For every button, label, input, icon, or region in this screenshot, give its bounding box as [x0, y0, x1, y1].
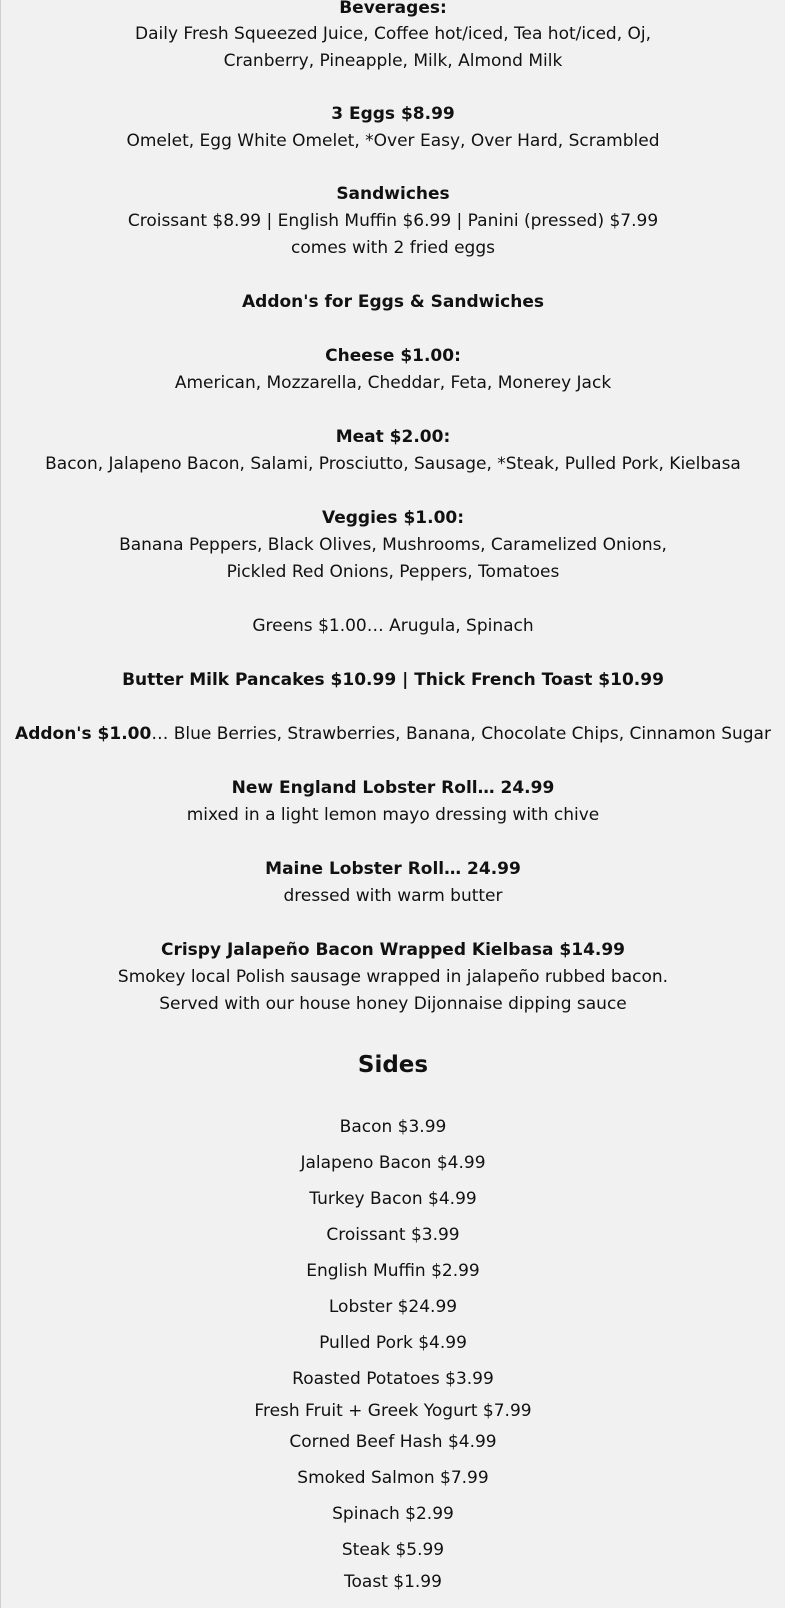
veggies-line-1: Banana Peppers, Black Olives, Mushrooms, Caramelized Onions,: [119, 535, 667, 555]
beverages-line-1: Daily Fresh Squeezed Juice, Coffee hot/iced, Tea hot/iced, Oj,: [134, 24, 652, 44]
side-item-spinach: Spinach $2.99: [332, 1504, 454, 1524]
kielbasa-heading: Crispy Jalapeño Bacon Wrapped Kielbasa $14.99: [160, 940, 626, 960]
pancakes-heading: Butter Milk Pancakes $10.99 | Thick French Toast $10.99: [122, 670, 664, 690]
maine-lobster-heading: Maine Lobster Roll… 24.99: [265, 859, 521, 879]
side-item-steak: Steak $5.99: [341, 1540, 445, 1560]
maine-lobster-description: dressed with warm butter: [283, 886, 503, 906]
side-item-pulled-pork: Pulled Pork $4.99: [319, 1333, 467, 1353]
veggies-line-2: Pickled Red Onions, Peppers, Tomatoes: [226, 562, 560, 582]
cheese-options: American, Mozzarella, Cheddar, Feta, Monerey Jack: [174, 373, 612, 393]
pancakes-addons-options: … Blue Berries, Strawberries, Banana, Chocolate Chips, Cinnamon Sugar: [151, 724, 771, 744]
sides-title: Sides: [357, 1052, 429, 1078]
menu-page: [1, 0, 785, 1608]
side-item-toast: Toast $1.99: [344, 1572, 442, 1592]
side-item-lobster: Lobster $24.99: [328, 1297, 458, 1317]
meat-options: Bacon, Jalapeno Bacon, Salami, Prosciutto, Sausage, *Steak, Pulled Pork, Kielbasa: [45, 454, 741, 474]
pancakes-addons-label: Addon's $1.00: [15, 724, 152, 744]
pancakes-addons: [1, 721, 785, 748]
addons-heading: Addon's for Eggs & Sandwiches: [242, 292, 544, 312]
side-item-smoked-salmon: Smoked Salmon $7.99: [297, 1468, 489, 1488]
sandwiches-heading: Sandwiches: [336, 184, 450, 204]
meat-heading: Meat $2.00:: [335, 427, 451, 447]
cheese-heading: Cheese $1.00:: [325, 346, 461, 366]
side-item-croissant: Croissant $3.99: [326, 1225, 460, 1245]
side-item-bacon: Bacon $3.99: [339, 1117, 447, 1137]
side-item-english-muffin: English Muffin $2.99: [306, 1261, 480, 1281]
kielbasa-description-2: Served with our house honey Dijonnaise dipping sauce: [159, 994, 627, 1014]
side-item-jalapeno-bacon: Jalapeno Bacon $4.99: [300, 1153, 486, 1173]
veggies-heading: Veggies $1.00:: [321, 508, 465, 528]
new-england-lobster-description: mixed in a light lemon mayo dressing with chive: [186, 805, 600, 825]
eggs-heading: 3 Eggs $8.99: [331, 104, 455, 124]
side-item-corned-beef-hash: Corned Beef Hash $4.99: [289, 1432, 497, 1452]
new-england-lobster-heading: New England Lobster Roll… 24.99: [231, 778, 555, 798]
sandwiches-options: Croissant $8.99 | English Muffin $6.99 | Panini (pressed) $7.99: [127, 211, 659, 231]
beverages-heading: Beverages:: [339, 0, 447, 18]
greens-line: Greens $1.00… Arugula, Spinach: [252, 616, 534, 636]
side-item-roasted-potatoes: Roasted Potatoes $3.99: [292, 1369, 494, 1389]
side-item-turkey-bacon: Turkey Bacon $4.99: [309, 1189, 477, 1209]
kielbasa-description-1: Smokey local Polish sausage wrapped in jalapeño rubbed bacon.: [117, 967, 669, 987]
eggs-options: Omelet, Egg White Omelet, *Over Easy, Over Hard, Scrambled: [126, 131, 660, 151]
sandwiches-note: comes with 2 fried eggs: [291, 238, 495, 258]
beverages-line-2: Cranberry, Pineapple, Milk, Almond Milk: [223, 51, 563, 71]
side-item-fresh-fruit-greek-yogurt: Fresh Fruit + Greek Yogurt $7.99: [254, 1401, 532, 1421]
